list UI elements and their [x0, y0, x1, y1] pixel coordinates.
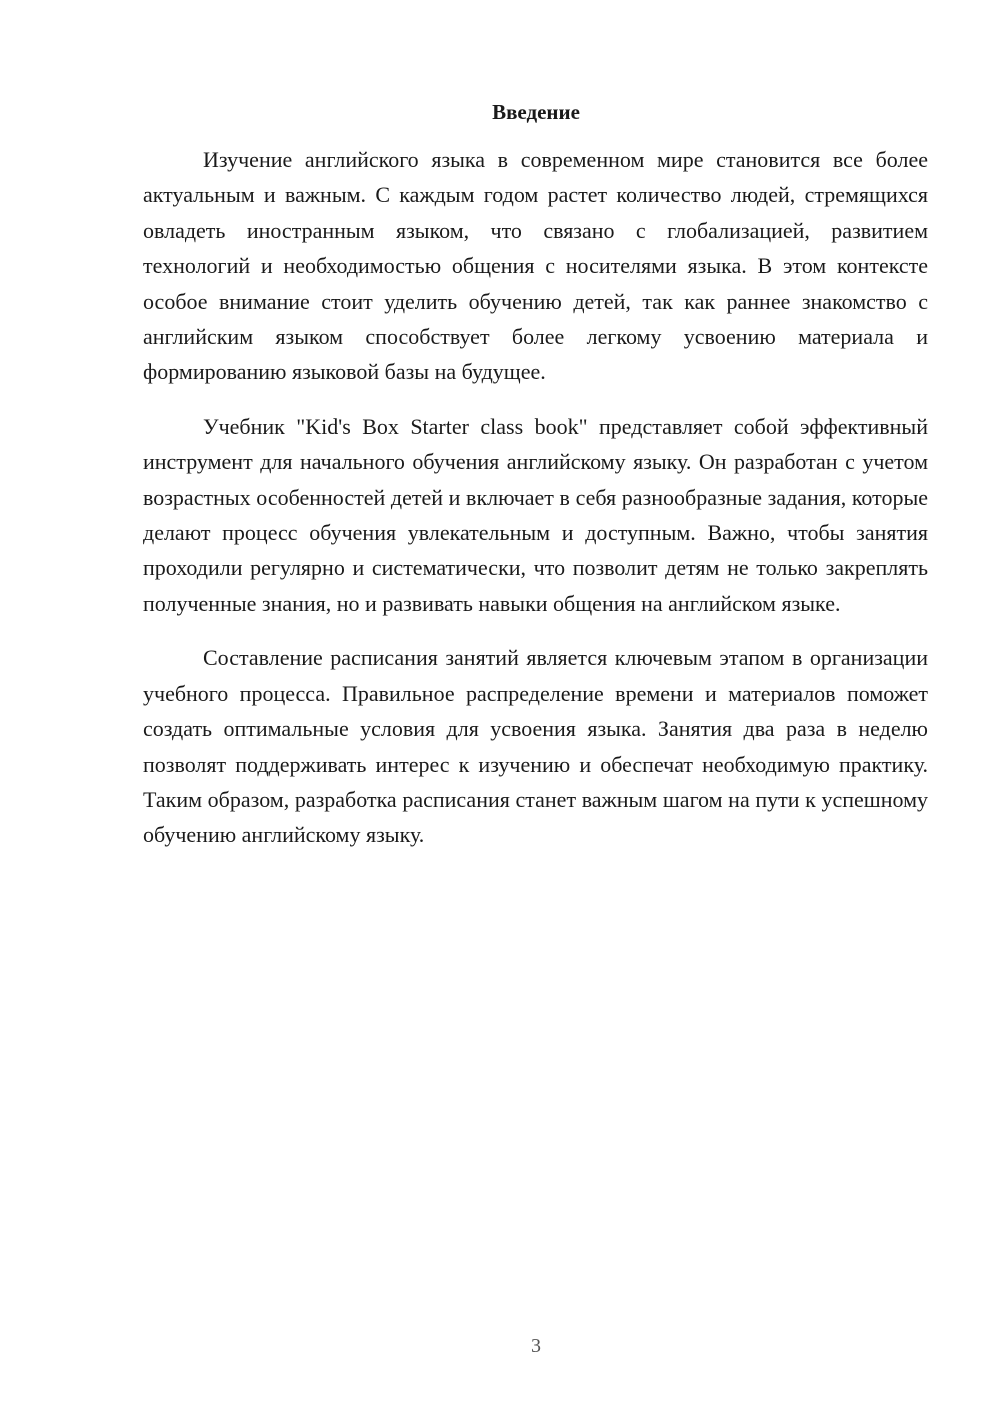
paragraph: Изучение английского языка в современном мире становится все более актуальным и важным. С каждым годом растет количество людей, стремящихся овладеть иностранным языком, что связано с глобализацией, развитием технологий и необходимостью общения с носителями языка. В этом контексте особое внимание стоит уделить обучению детей, так как раннее знакомство с английским языком способствует более легкому усвоению материала и формированию языковой базы на будущее.	[143, 147, 928, 385]
page-number: 3	[531, 1335, 541, 1357]
body-text	[143, 142, 928, 872]
paragraph: Учебник "Kid's Box Starter class book" представляет собой эффективный инструмент для начального обучения английскому языку. Он разработан с учетом возрастных особенностей детей и включает в себя разнообразные задания, которые делают процесс обучения увлекательным и доступным. Важно, чтобы занятия проходили регулярно и систематически, что позволит детям не только закреплять полученные знания, но и развивать навыки общения на английском языке.	[143, 413, 928, 616]
paragraph: Составление расписания занятий является ключевым этапом в организации учебного процесса. Правильное распределение времени и материалов поможет создать оптимальные условия для усвоения языка. Занятия два раза в неделю позволят поддерживать интерес к изучению и обеспечат необходимую практику. Таким образом, разработка расписания станет важным шагом на пути к успешному обучению английскому языку.	[143, 645, 928, 848]
section-heading: Введение	[492, 100, 580, 124]
